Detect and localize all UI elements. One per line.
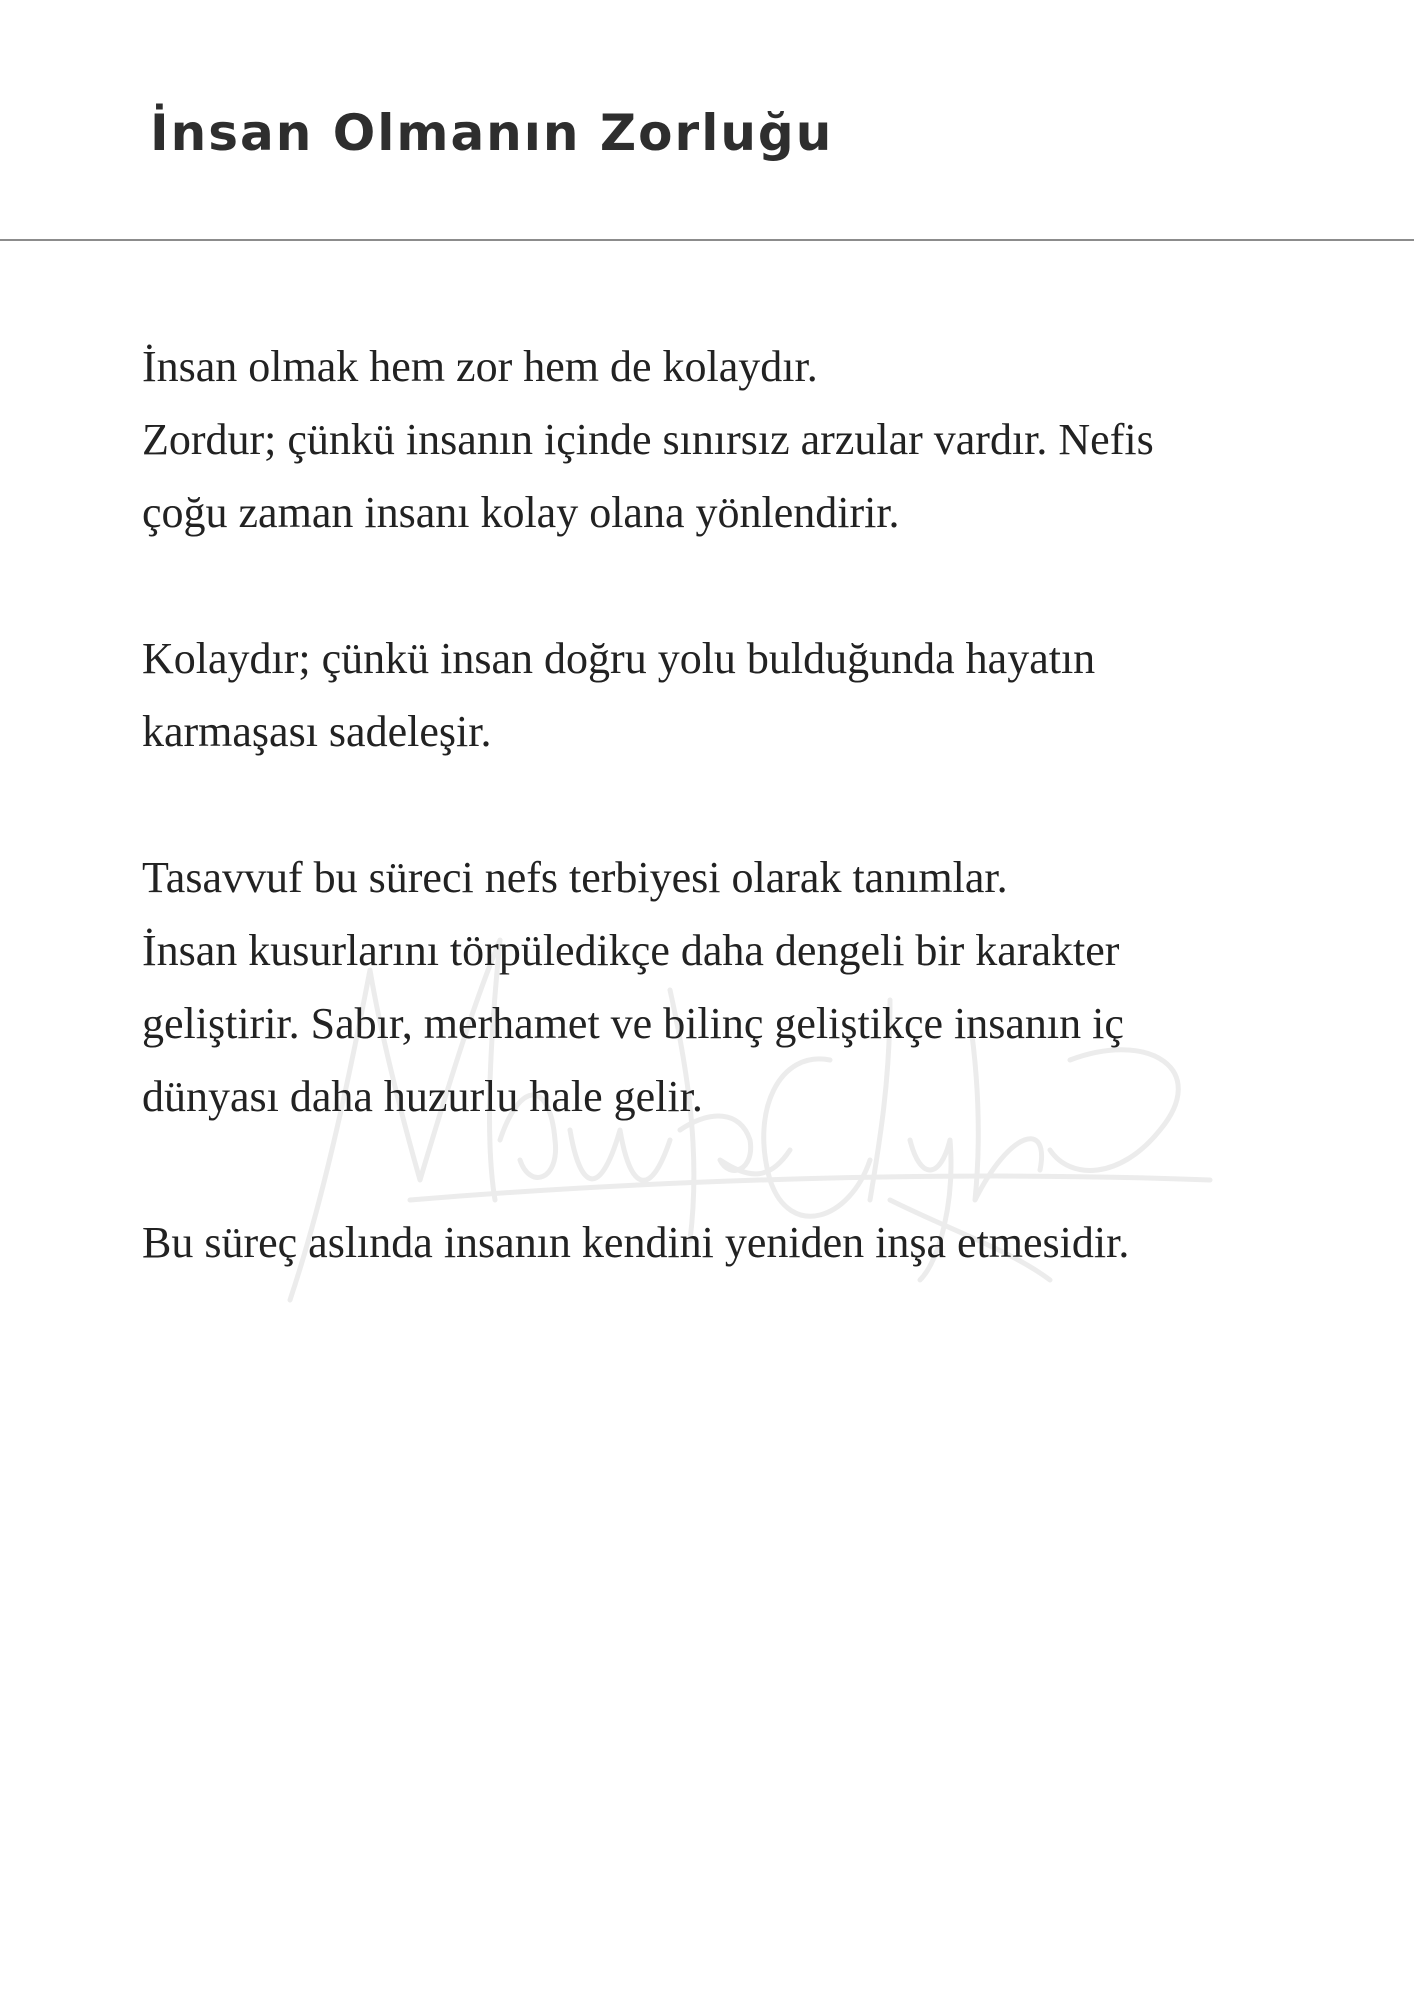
page-title: İnsan Olmanın Zorluğu (150, 104, 834, 162)
paragraph (142, 841, 1342, 1133)
text-line: Zordur; çünkü insanın içinde sınırsız arzular vardır. Nefis (142, 415, 1154, 464)
text-line: İnsan olmak hem zor hem de kolaydır. (142, 342, 818, 391)
header-divider (0, 239, 1414, 241)
text-line: çoğu zaman insanı kolay olana yönlendirir. (142, 488, 900, 537)
text-line: Tasavvuf bu süreci nefs terbiyesi olarak tanımlar. (142, 853, 1008, 902)
page-header (0, 0, 1414, 240)
paragraph (142, 1206, 1342, 1279)
text-line: Kolaydır; çünkü insan doğru yolu bulduğunda hayatın (142, 634, 1096, 683)
text-line: karmaşası sadeleşir. (142, 707, 492, 756)
paragraph (142, 330, 1342, 549)
text-line: geliştirir. Sabır, merhamet ve bilinç geliştikçe insanın iç (142, 999, 1124, 1048)
paragraph (142, 622, 1342, 768)
document-body (142, 330, 1342, 1352)
text-line: İnsan kusurlarını törpüledikçe daha dengeli bir karakter (142, 926, 1120, 975)
text-line: Bu süreç aslında insanın kendini yeniden inşa etmesidir. (142, 1218, 1130, 1267)
text-line: dünyası daha huzurlu hale gelir. (142, 1072, 703, 1121)
